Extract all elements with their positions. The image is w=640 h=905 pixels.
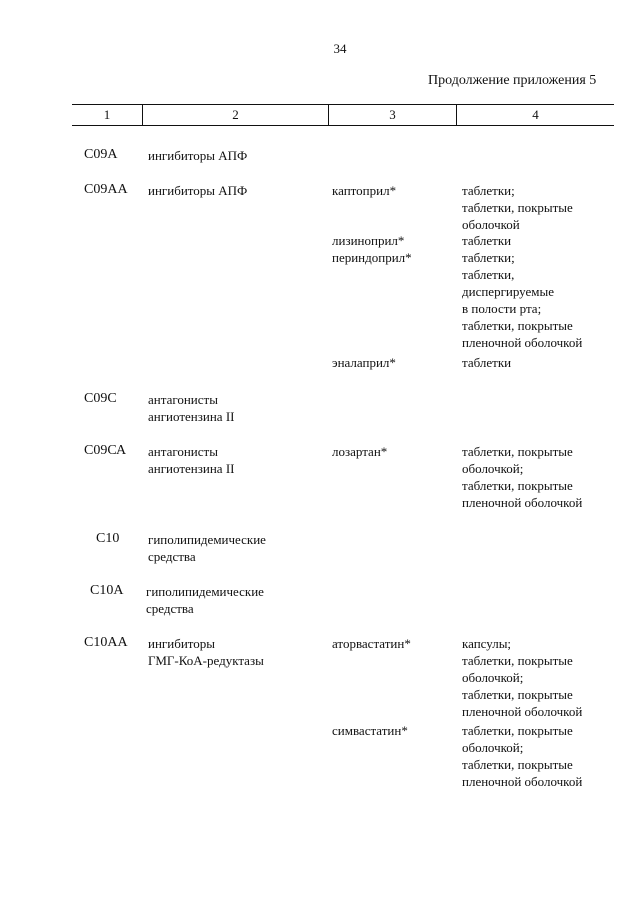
dosage-form-line: таблетки, покрытые — [462, 723, 573, 738]
atc-code: С09А — [84, 147, 118, 162]
group-name-line: средства — [148, 549, 196, 564]
group-name — [148, 391, 234, 425]
dosage-forms — [462, 443, 582, 511]
group-name-line: ГМГ-КоА-редуктазы — [148, 653, 264, 668]
atc-code: С09АА — [84, 182, 128, 197]
drug-name: симвастатин* — [332, 723, 408, 738]
dosage-form-line: пленочной оболочкой — [462, 704, 583, 719]
group-name-line: ангиотензина II — [148, 409, 235, 424]
header-col-2: 2 — [232, 107, 239, 122]
dosage-forms — [462, 232, 511, 249]
dosage-form-line: оболочкой; — [462, 740, 524, 755]
atc-code: С10А — [90, 583, 124, 598]
drug-name: лозартан* — [332, 444, 388, 459]
atc-code: С09С — [84, 391, 117, 406]
dosage-form-line: капсулы; — [462, 636, 512, 651]
group-name — [146, 583, 264, 617]
atc-code: С10 — [96, 531, 120, 546]
drug-name: эналаприл* — [332, 355, 396, 370]
dosage-forms — [462, 182, 573, 233]
dosage-form-line: диспергируемые — [462, 284, 555, 299]
dosage-forms — [462, 635, 582, 720]
drug-name: аторвастатин* — [332, 636, 411, 651]
dosage-form-line: таблетки; — [462, 250, 515, 265]
group-name-line: ингибиторы АПФ — [148, 183, 248, 198]
group-name — [148, 635, 264, 669]
dosage-form-line: таблетки, — [462, 267, 515, 282]
dosage-form-line: таблетки, покрытые — [462, 444, 573, 459]
group-name-line: гиполипидемические — [148, 532, 266, 547]
drug-name: каптоприл* — [332, 183, 397, 198]
dosage-form-line: таблетки; — [462, 183, 515, 198]
group-name-line: антагонисты — [148, 392, 218, 407]
group-name-line: антагонисты — [148, 444, 218, 459]
header-col-1: 1 — [103, 107, 111, 122]
drug-name: периндоприл* — [332, 250, 412, 265]
dosage-form-line: таблетки, покрытые — [462, 757, 573, 772]
header-col-3: 3 — [389, 107, 396, 122]
appendix-continuation-title: Продолжение приложения 5 — [428, 73, 597, 88]
group-name-line: ингибиторы АПФ — [148, 148, 248, 163]
dosage-form-line: пленочной оболочкой — [462, 774, 583, 789]
dosage-form-line: оболочкой — [462, 217, 520, 232]
dosage-forms — [462, 722, 582, 790]
table-header — [72, 104, 614, 126]
header-col-4: 4 — [532, 107, 539, 122]
group-name-line: гиполипидемические — [146, 584, 264, 599]
drug-name: лизиноприл* — [332, 233, 405, 248]
dosage-forms — [462, 354, 511, 371]
dosage-form-line: пленочной оболочкой — [462, 335, 583, 350]
dosage-form-line: таблетки, покрытые — [462, 318, 573, 333]
dosage-form-line: таблетки, покрытые — [462, 653, 573, 668]
dosage-form-line: таблетки, покрытые — [462, 478, 573, 493]
dosage-forms — [462, 249, 582, 351]
group-name-line: ингибиторы — [148, 636, 216, 651]
dosage-form-line: оболочкой; — [462, 461, 524, 476]
group-name — [148, 182, 247, 199]
dosage-form-line: таблетки, покрытые — [462, 200, 573, 215]
group-name-line: средства — [146, 601, 194, 616]
group-name — [148, 147, 247, 164]
atc-code: С09СА — [84, 443, 127, 458]
group-name-line: ангиотензина II — [148, 461, 235, 476]
atc-code: С10АА — [84, 635, 128, 650]
dosage-form-line: таблетки — [462, 233, 512, 248]
group-name — [148, 443, 234, 477]
dosage-form-line: оболочкой; — [462, 670, 524, 685]
dosage-form-line: пленочной оболочкой — [462, 495, 583, 510]
page-number: 34 — [333, 41, 347, 56]
dosage-form-line: в полости рта; — [462, 301, 542, 316]
dosage-form-line: таблетки, покрытые — [462, 687, 573, 702]
group-name — [148, 531, 266, 565]
dosage-form-line: таблетки — [462, 355, 512, 370]
